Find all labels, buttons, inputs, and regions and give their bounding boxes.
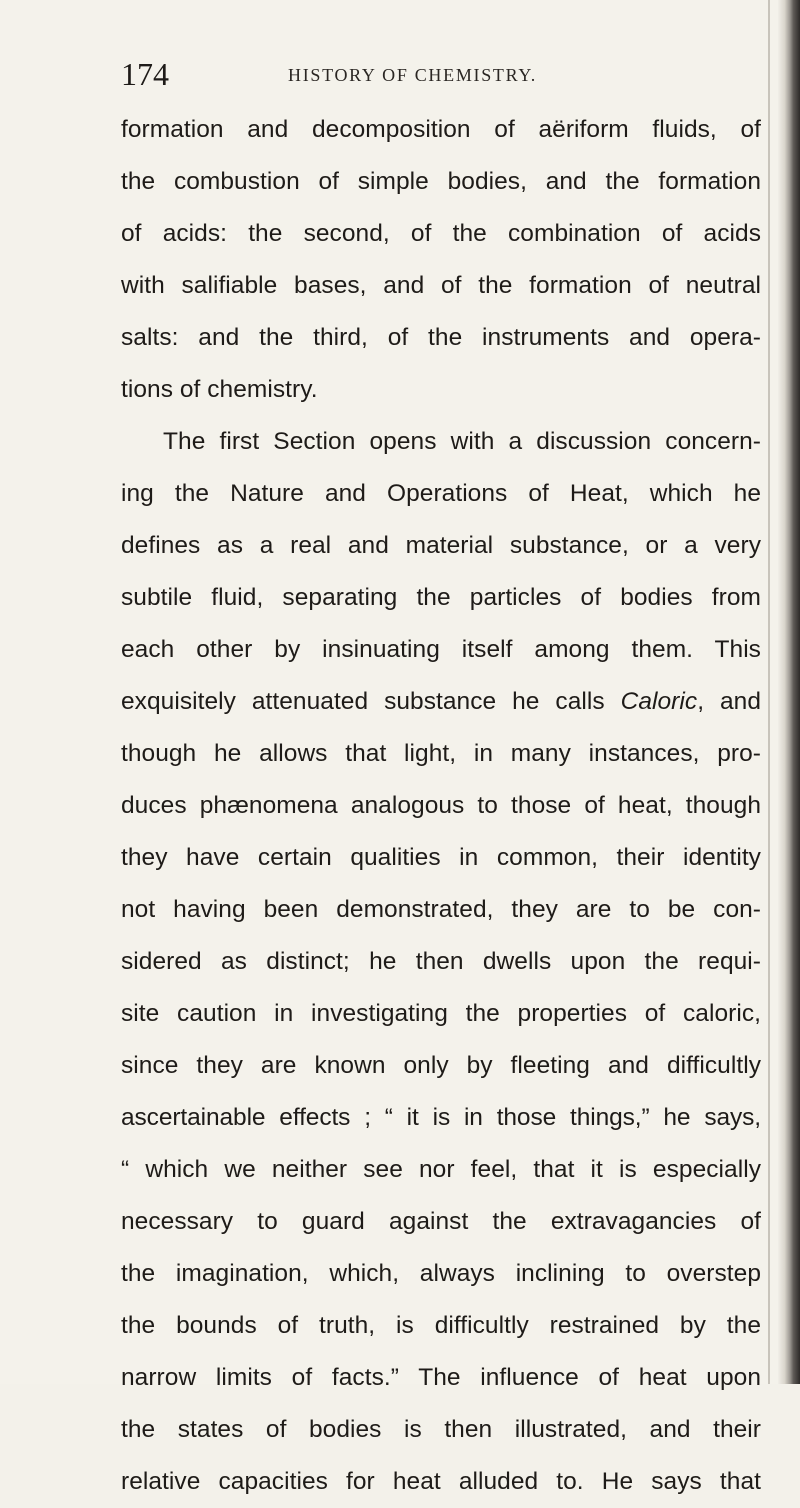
text-line: duces phænomena analogous to those of heat, though (121, 792, 761, 819)
text-line: they have certain qualities in common, their identity (121, 844, 761, 871)
body-text (121, 104, 761, 1508)
text-line-caloric (121, 676, 761, 728)
running-head: HISTORY OF CHEMISTRY. (288, 65, 537, 85)
text-line: each other by insinuating itself among them. This (121, 636, 761, 663)
text-line: of acids: the second, of the combination of acids (121, 220, 761, 247)
text-line: salts: and the third, of the instruments and opera- (121, 324, 761, 351)
text-line: site caution in investigating the properties of caloric, (121, 1000, 761, 1027)
text-run: , and (697, 688, 761, 715)
text-line: the bounds of truth, is difficultly restrained by the (121, 1312, 761, 1339)
text-line: though he allows that light, in many instances, pro- (121, 740, 761, 767)
text-line: formation and decomposition of aëriform fluids, of (121, 116, 761, 143)
text-line: necessary to guard against the extravagancies of (121, 1208, 761, 1235)
text-line: the combustion of simple bodies, and the formation (121, 168, 761, 195)
text-line: ascertainable effects ; “ it is in those things,” he says, (121, 1104, 761, 1131)
page-number: 174 (121, 56, 169, 92)
page-edge-shadow (778, 0, 800, 1384)
text-run: exquisitely attenuated substance he calls (121, 688, 621, 715)
text-line: subtile fluid, separating the particles of bodies from (121, 584, 761, 611)
italic-term: Caloric (620, 688, 698, 715)
text-line: the states of bodies is then illustrated, and their (121, 1416, 761, 1443)
text-line: relative capacities for heat alluded to. He says that (121, 1468, 761, 1495)
text-line: narrow limits of facts.” The influence of heat upon (121, 1364, 761, 1391)
text-line: the imagination, which, always inclining to overstep (121, 1260, 761, 1287)
page-header (121, 56, 761, 92)
text-line: since they are known only by fleeting and difficultly (121, 1052, 761, 1079)
text-line: tions of chemistry. (121, 376, 318, 403)
text-line: defines as a real and material substance, or a very (121, 532, 761, 559)
paragraph-first-line: The first Section opens with a discussion concern- (163, 428, 761, 455)
text-line: with salifiable bases, and of the formation of neutral (121, 272, 761, 299)
text-line: “ which we neither see nor feel, that it is especially (121, 1156, 761, 1183)
text-line: not having been demonstrated, they are to be con- (121, 896, 761, 923)
page-gutter-line (768, 0, 770, 1384)
text-line: sidered as distinct; he then dwells upon the requi- (121, 948, 761, 975)
text-line: ing the Nature and Operations of Heat, which he (121, 480, 761, 507)
